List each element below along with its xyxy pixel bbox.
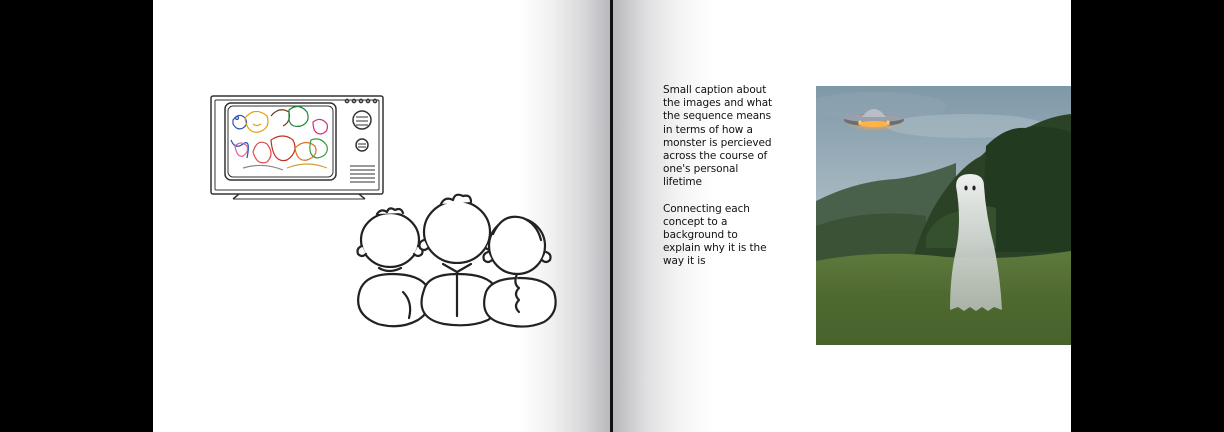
tv-characters (231, 106, 327, 170)
children-icon (358, 195, 556, 327)
caption-paragraph-2: Connecting each concept to a background to explain why it is the way it is (663, 202, 767, 268)
caption-block (663, 84, 775, 282)
left-page (153, 0, 610, 432)
tv-icon (211, 96, 383, 199)
children-watching-tv-illustration (153, 0, 610, 432)
right-page (613, 0, 1071, 432)
ghost-ufo-photo (816, 86, 1071, 345)
caption-paragraph-1: Small caption about the images and what the sequence means in terms of how a monster is percieved across the course of one's personal lifetime (663, 84, 773, 189)
